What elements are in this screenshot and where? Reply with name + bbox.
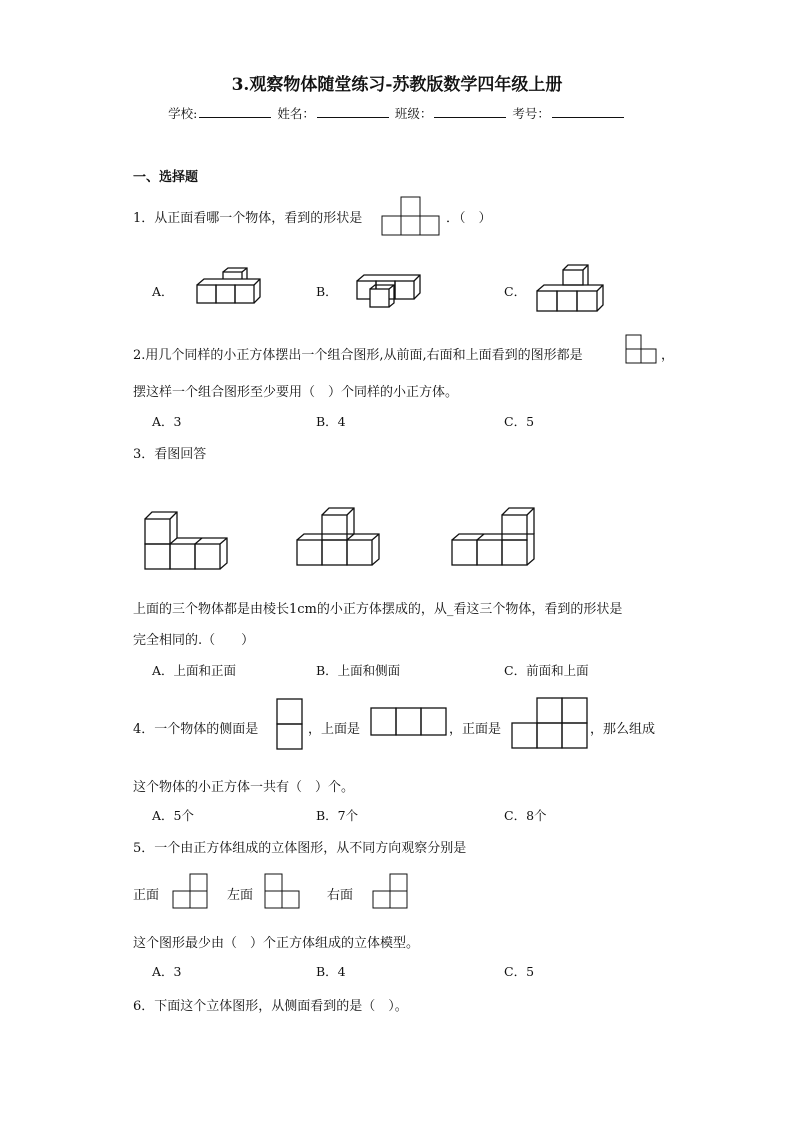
q5-line2: 这个图形最少由（ ）个正方体组成的立体模型。 xyxy=(133,936,420,951)
q5-right-label: 右面 xyxy=(327,888,354,903)
q4-part1: 4．一个物体的侧面是 xyxy=(133,722,259,737)
q3-option-c: C．前面和上面 xyxy=(504,663,589,678)
q2-option-a: A．3 xyxy=(152,414,182,429)
q2-option-b: B．4 xyxy=(316,414,346,429)
number-label: 考号： xyxy=(512,106,550,121)
q1-tail: ．（ ） xyxy=(446,211,492,226)
q5-front-view-figure xyxy=(172,873,210,911)
q1-option-a-figure xyxy=(196,271,266,307)
q4-part2: ，上面是 xyxy=(308,722,361,737)
q4-line2: 这个物体的小正方体一共有（ ）个。 xyxy=(133,780,355,795)
q3-stem: 3．看图回答 xyxy=(133,447,207,462)
q6-stem: 6．下面这个立体图形，从侧面看到的是（ ）。 xyxy=(133,999,408,1014)
q5-option-a: A．3 xyxy=(152,964,182,979)
student-info-line xyxy=(0,104,794,122)
school-label: 学校: xyxy=(168,106,198,121)
q1-option-a-label: A． xyxy=(152,284,174,299)
q3-figure-3 xyxy=(451,506,541,568)
q3-line1: 上面的三个物体都是由棱长1cm的小正方体摆成的，从_看这三个物体，看到的形状是 xyxy=(133,602,623,617)
class-label: 班级： xyxy=(394,106,433,121)
school-blank xyxy=(199,106,271,118)
section-heading: 一、选择题 xyxy=(133,170,199,185)
q5-option-b: B．4 xyxy=(316,964,346,979)
name-blank xyxy=(317,106,389,118)
q5-left-label: 左面 xyxy=(227,888,254,903)
q1-stem xyxy=(133,207,362,226)
q2-line1: 2.用几个同样的小正方体摆出一个组合图形,从前面,右面和上面看到的图形都是 xyxy=(133,348,583,363)
q5-option-c: C．5 xyxy=(504,964,535,979)
q1-text: 1．从正面看哪一个物体，看到的形状是 xyxy=(133,211,363,226)
number-blank xyxy=(552,106,624,118)
q5-left-view-figure xyxy=(264,873,302,911)
q5-stem: 5．一个由正方体组成的立体图形，从不同方向观察分别是 xyxy=(133,841,467,856)
q4-option-c: C．8个 xyxy=(504,808,547,823)
q5-front-label: 正面 xyxy=(133,888,160,903)
q2-option-c: C．5 xyxy=(504,414,535,429)
q4-side-view-figure xyxy=(276,698,306,752)
class-blank xyxy=(434,106,506,118)
q1-option-c-figure xyxy=(536,262,608,314)
page-title: 3.观察物体随堂练习-苏教版数学四年级上册 xyxy=(231,75,563,95)
q1-target-view-figure xyxy=(382,196,442,236)
q4-part4: ，那么组成 xyxy=(590,722,656,737)
q1-option-b-label: B． xyxy=(316,284,338,299)
name-label: 姓名： xyxy=(277,106,315,121)
q2-line1-tail: ， xyxy=(661,348,675,363)
q3-figure-2 xyxy=(296,506,386,568)
q1-option-c-label: C． xyxy=(504,284,527,299)
q3-option-a: A．上面和正面 xyxy=(152,663,237,678)
q4-front-view-figure xyxy=(511,697,591,751)
q4-top-view-figure xyxy=(370,707,450,737)
q4-option-b: B．7个 xyxy=(316,808,359,823)
q3-option-b: B．上面和侧面 xyxy=(316,663,401,678)
q2-line2: 摆这样一个组合图形至少要用（ ）个同样的小正方体。 xyxy=(133,385,459,400)
q4-part3: ，正面是 xyxy=(449,722,502,737)
q5-right-view-figure xyxy=(372,873,410,911)
q3-line2: 完全相同的.（ ） xyxy=(133,633,255,648)
q4-option-a: A．5个 xyxy=(152,808,194,823)
q3-figure-1 xyxy=(144,510,234,572)
q1-option-b-figure xyxy=(356,271,428,313)
q2-view-figure xyxy=(625,334,661,366)
